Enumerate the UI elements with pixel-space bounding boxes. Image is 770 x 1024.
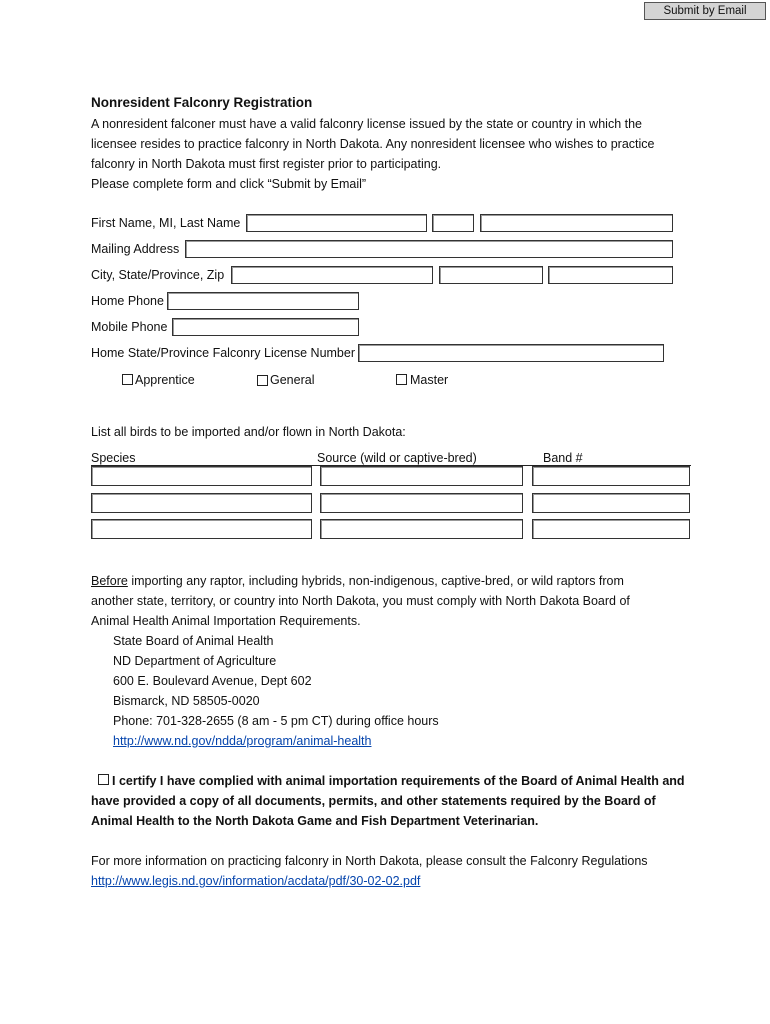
city-label: City, State/Province, Zip xyxy=(91,268,225,282)
address-line: Phone: 701-328-2655 (8 am - 5 pm CT) during office hours xyxy=(113,714,439,728)
master-checkbox[interactable] xyxy=(396,374,407,385)
mobile-phone-label: Mobile Phone xyxy=(91,320,168,334)
address-line: 600 E. Boulevard Avenue, Dept 602 xyxy=(113,674,312,688)
intro-line: licensee resides to practice falconry in North Dakota. Any nonresident licensee who wishes to practice xyxy=(91,137,655,151)
name-label: First Name, MI, Last Name xyxy=(91,216,241,230)
city-input[interactable] xyxy=(231,266,433,284)
certify-line: Animal Health to the North Dakota Game and Fish Department Veterinarian. xyxy=(91,814,539,828)
home-phone-label: Home Phone xyxy=(91,294,164,308)
import-text: importing any raptor, including hybrids, non-indigenous, captive-bred, or wild raptors from xyxy=(127,574,624,588)
more-info-text: For more information on practicing falconry in North Dakota, please consult the Falconry Regulations xyxy=(91,854,648,868)
import-line: Animal Health Animal Importation Requirements. xyxy=(91,614,361,628)
bird-source-input[interactable] xyxy=(320,466,523,486)
before-emphasis: Before xyxy=(91,574,128,588)
bird-source-input[interactable] xyxy=(320,519,523,539)
species-header: Species xyxy=(91,451,136,465)
address-line: ND Department of Agriculture xyxy=(113,654,277,668)
address-line: Bismarck, ND 58505-0020 xyxy=(113,694,260,708)
first-name-input[interactable] xyxy=(246,214,427,232)
animal-health-link[interactable]: http://www.nd.gov/ndda/program/animal-health xyxy=(113,734,372,748)
middle-initial-input[interactable] xyxy=(432,214,474,232)
intro-line: A nonresident falconer must have a valid falconry license issued by the state or country in which the xyxy=(91,117,642,131)
general-checkbox[interactable] xyxy=(257,375,268,386)
intro-line: Please complete form and click “Submit by Email” xyxy=(91,177,367,191)
state-input[interactable] xyxy=(439,266,543,284)
mailing-address-input[interactable] xyxy=(185,240,673,258)
apprentice-label: Apprentice xyxy=(135,373,195,387)
general-label: General xyxy=(270,373,315,387)
mobile-phone-input[interactable] xyxy=(172,318,359,336)
bird-band-input[interactable] xyxy=(532,493,690,513)
license-number-input[interactable] xyxy=(358,344,664,362)
import-line: another state, territory, or country into North Dakota, you must comply with North Dakota Board of xyxy=(91,594,630,608)
bird-band-input[interactable] xyxy=(532,466,690,486)
bird-species-input[interactable] xyxy=(91,493,312,513)
regulations-link[interactable]: http://www.legis.nd.gov/information/acdata/pdf/30-02-02.pdf xyxy=(91,874,421,888)
certify-checkbox[interactable] xyxy=(98,774,109,785)
apprentice-checkbox[interactable] xyxy=(122,374,133,385)
last-name-input[interactable] xyxy=(480,214,673,232)
home-phone-input[interactable] xyxy=(167,292,359,310)
import-line xyxy=(91,571,624,591)
bird-band-input[interactable] xyxy=(532,519,690,539)
address-line: State Board of Animal Health xyxy=(113,634,274,648)
source-header: Source (wild or captive-bred) xyxy=(317,451,477,465)
intro-line: falconry in North Dakota must first register prior to participating. xyxy=(91,157,442,171)
license-label: Home State/Province Falconry License Number xyxy=(91,346,356,360)
bird-source-input[interactable] xyxy=(320,493,523,513)
certify-line: I certify I have complied with animal importation requirements of the Board of Animal Health and xyxy=(112,774,685,788)
bird-species-input[interactable] xyxy=(91,466,312,486)
bird-species-input[interactable] xyxy=(91,519,312,539)
address-label: Mailing Address xyxy=(91,242,180,256)
submit-by-email-button[interactable]: Submit by Email xyxy=(644,2,766,20)
certify-line: have provided a copy of all documents, permits, and other statements required by the Board of xyxy=(91,794,656,808)
form-title: Nonresident Falconry Registration xyxy=(91,95,313,110)
band-header: Band # xyxy=(543,451,583,465)
master-label: Master xyxy=(410,373,449,387)
zip-input[interactable] xyxy=(548,266,673,284)
birds-prompt: List all birds to be imported and/or flown in North Dakota: xyxy=(91,425,406,439)
